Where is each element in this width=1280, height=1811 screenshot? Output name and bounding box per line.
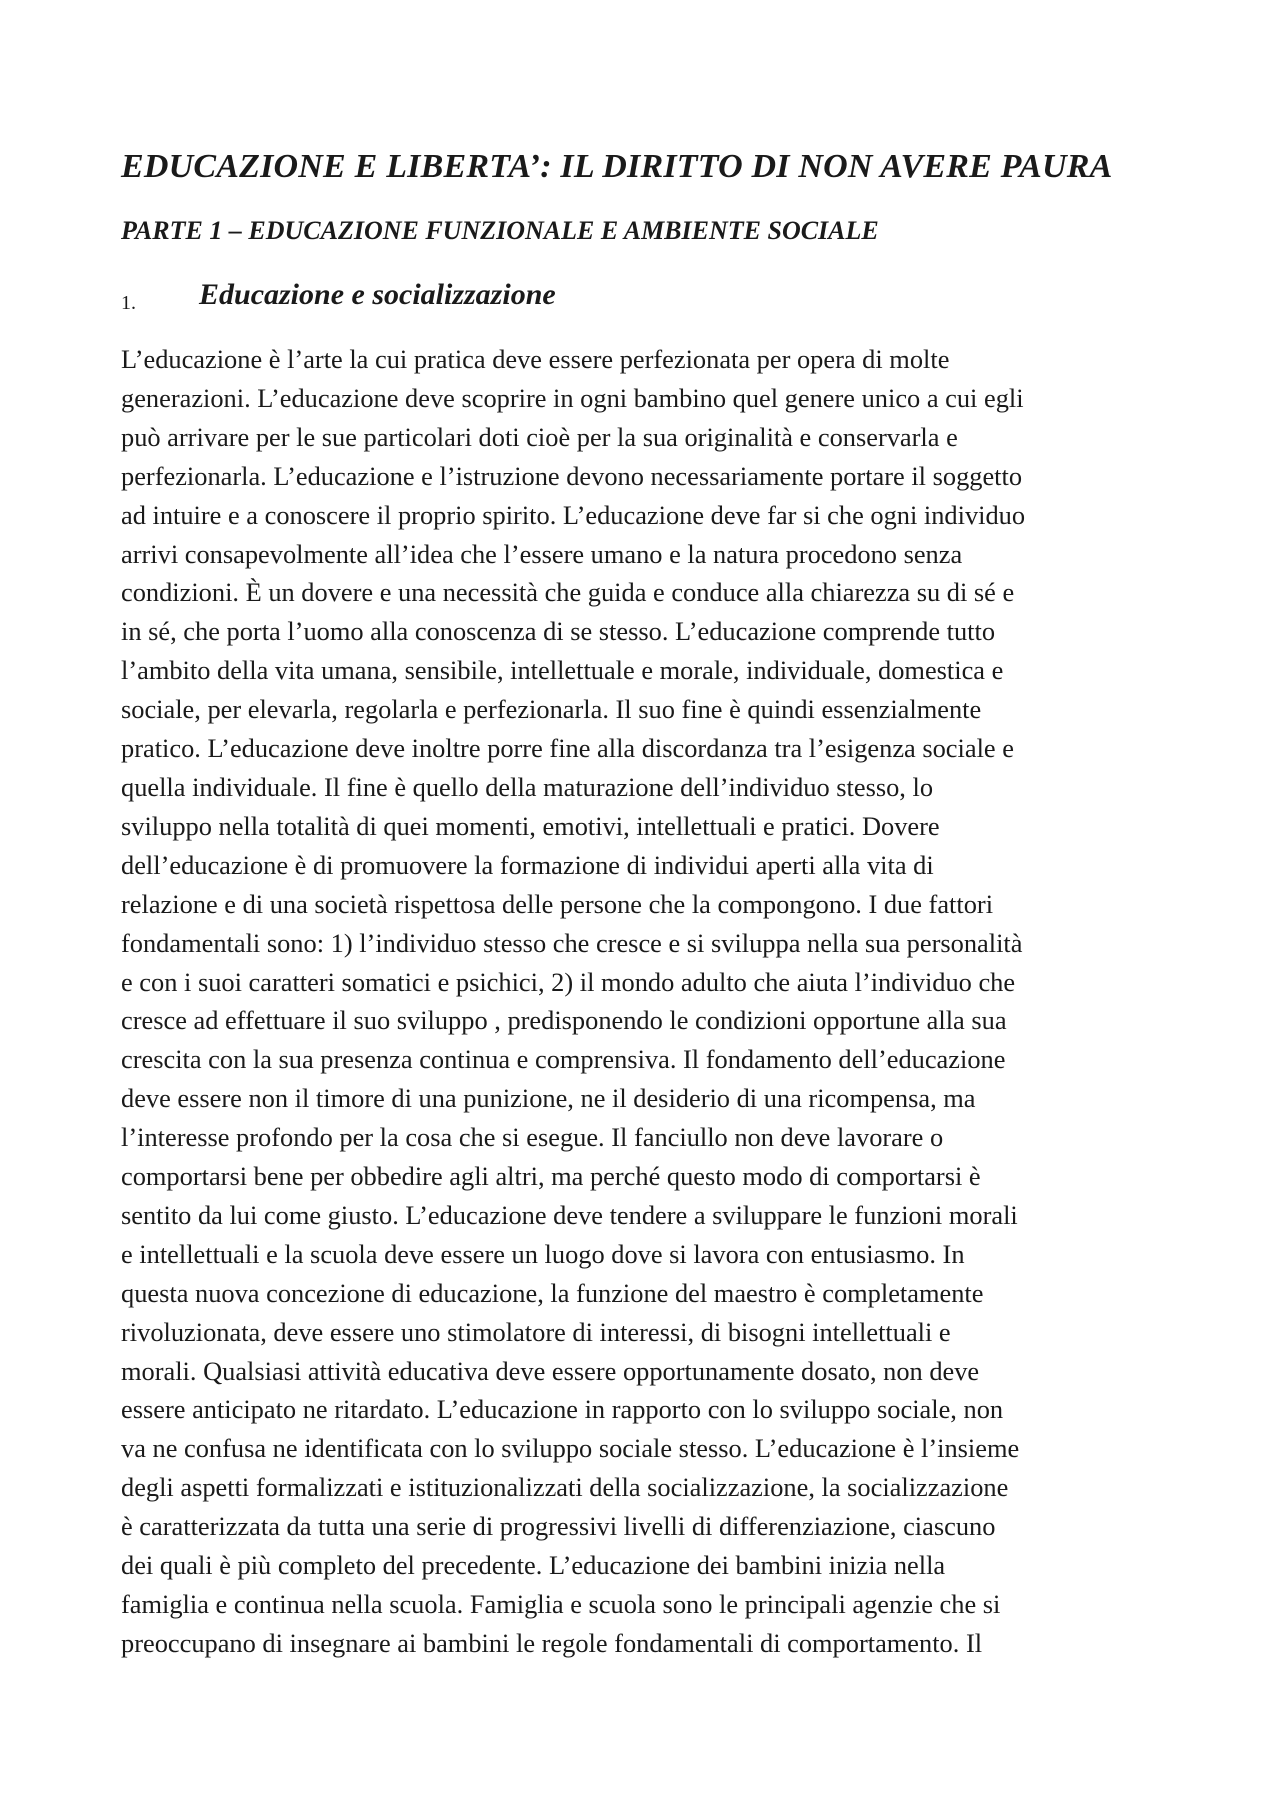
document-title: EDUCAZIONE E LIBERTA’: IL DIRITTO DI NON AVERE PAURA — [121, 148, 1113, 185]
body-line: è caratterizzata da tutta una serie di progressivi livelli di differenziazione, ciascuno — [121, 1511, 996, 1542]
body-line: l’ambito della vita umana, sensibile, intellettuale e morale, individuale, domestica e — [121, 655, 1004, 686]
body-line: comportarsi bene per obbedire agli altri, ma perché questo modo di comportarsi è — [121, 1161, 981, 1192]
body-line: perfezionarla. L’educazione e l’istruzione devono necessariamente portare il soggetto — [121, 460, 1023, 491]
body-line: sentito da lui come giusto. L’educazione deve tendere a sviluppare le funzioni morali — [121, 1199, 1018, 1230]
body-line: pratico. L’educazione deve inoltre porre fine alla discordanza tra l’esigenza sociale e — [121, 733, 1014, 764]
body-line: L’educazione è l’arte la cui pratica deve essere perfezionata per opera di molte — [121, 344, 950, 374]
body-line: sviluppo nella totalità di quei momenti, emotivi, intellettuali e pratici. Dovere — [121, 810, 940, 841]
body-line: deve essere non il timore di una punizione, ne il desiderio di una ricompensa, ma — [121, 1083, 976, 1114]
body-line: sociale, per elevarla, regolarla e perfezionarla. Il suo fine è quindi essenzialmente — [121, 694, 982, 725]
body-line: degli aspetti formalizzati e istituzionalizzati della socializzazione, la socializzazione — [121, 1472, 1009, 1503]
body-line: famiglia e continua nella scuola. Famiglia e scuola sono le principali agenzie che si — [121, 1589, 1001, 1619]
body-line: cresce ad effettuare il suo sviluppo , predisponendo le condizioni opportune alla sua — [121, 1005, 1007, 1036]
body-line: morali. Qualsiasi attività educativa deve essere opportunamente dosato, non deve — [121, 1355, 980, 1386]
body-line: va ne confusa ne identificata con lo sviluppo sociale stesso. L’educazione è l’insieme — [121, 1433, 1020, 1464]
body-line: in sé, che porta l’uomo alla conoscenza di se stesso. L’educazione comprende tutto — [121, 616, 996, 647]
section-number: 1. — [121, 292, 136, 314]
body-line: quella individuale. Il fine è quello della maturazione dell’individuo stesso, lo — [121, 771, 934, 802]
body-line: e con i suoi caratteri somatici e psichici, 2) il mondo adulto che aiuta l’individuo che — [121, 966, 1016, 997]
body-line: e intellettuali e la scuola deve essere un luogo dove si lavora con entusiasmo. In — [121, 1238, 965, 1269]
body-line: relazione e di una società rispettosa delle persone che la compongono. I due fattori — [121, 888, 994, 919]
body-line: generazioni. L’educazione deve scoprire in ogni bambino quel genere unico a cui egli — [121, 382, 1024, 413]
body-line: dei quali è più completo del precedente. L’educazione dei bambini inizia nella — [121, 1550, 946, 1581]
body-line: crescita con la sua presenza continua e comprensiva. Il fondamento dell’educazione — [121, 1044, 1006, 1075]
body-line: fondamentali sono: 1) l’individuo stesso che cresce e si sviluppa nella sua personalità — [121, 927, 1023, 958]
body-line: condizioni. È un dovere e una necessità che guida e conduce alla chiarezza su di sé e — [121, 577, 1015, 608]
body-line: arrivi consapevolmente all’idea che l’essere umano e la natura procedono senza — [121, 538, 963, 569]
body-paragraph — [121, 340, 1171, 1663]
body-line: questa nuova concezione di educazione, la funzione del maestro è completamente — [121, 1277, 984, 1308]
body-line: dell’educazione è di promuovere la formazione di individui aperti alla vita di — [121, 849, 934, 880]
body-line: l’interesse profondo per la cosa che si esegue. Il fanciullo non deve lavorare o — [121, 1122, 944, 1153]
body-line: essere anticipato ne ritardato. L’educazione in rapporto con lo sviluppo sociale, non — [121, 1394, 1004, 1425]
body-line: preoccupano di insegnare ai bambini le regole fondamentali di comportamento. Il — [121, 1627, 983, 1658]
body-line: ad intuire e a conoscere il proprio spirito. L’educazione deve far si che ogni individuo — [121, 499, 1026, 530]
document-subtitle: PARTE 1 – EDUCAZIONE FUNZIONALE E AMBIENTE SOCIALE — [121, 216, 879, 245]
body-line: può arrivare per le sue particolari doti cioè per la sua originalità e conservarla e — [121, 421, 958, 452]
body-line: rivoluzionata, deve essere uno stimolatore di interessi, di bisogni intellettuali e — [121, 1316, 951, 1347]
section-title: Educazione e socializzazione — [199, 278, 556, 311]
